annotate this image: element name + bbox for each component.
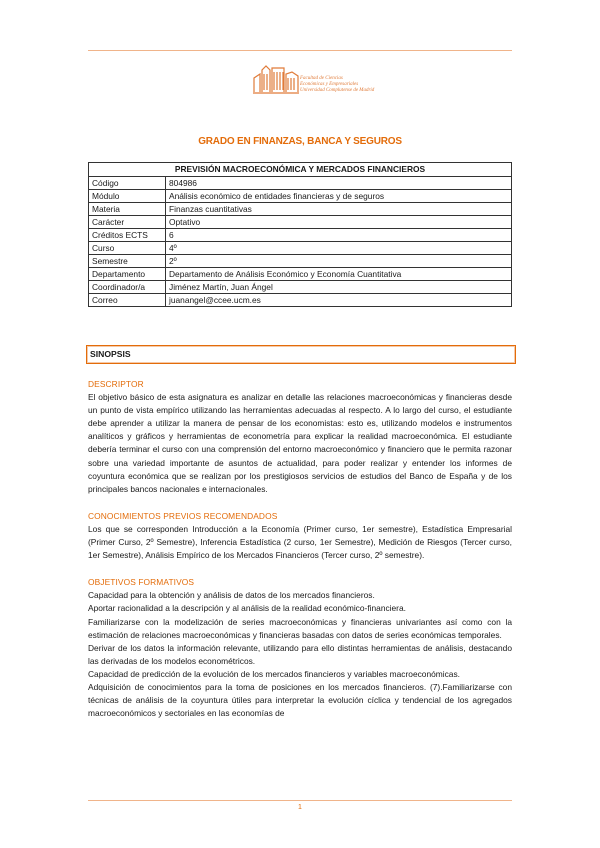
prerequisites-text: Los que se corresponden Introducción a la Economía (Primer curso, 1er semestre), Estadística Empresarial (Primer Curso, 2º Semestre), Inferencia Estadística (2 curso, 1er Semestre), Medición de Riesgos (Tercer curso, 1er Semestre), Análisis Empírico de los Mercados Financieros (Tercer curso, 2º semestre).: [88, 523, 512, 561]
row-label: Módulo: [89, 190, 166, 203]
row-label: Código: [89, 177, 166, 190]
degree-title: GRADO EN FINANZAS, BANCA Y SEGUROS: [198, 136, 402, 147]
table-row: [89, 242, 512, 255]
objective-item: Capacidad para la obtención y análisis de datos de los mercados financieros.: [88, 590, 375, 601]
building-icon: [252, 62, 300, 96]
logo-line-2: Económicas y Empresariales: [300, 82, 359, 87]
row-label: Materia: [89, 203, 166, 216]
row-value: 4º: [166, 242, 512, 255]
row-label: Correo: [89, 294, 166, 307]
table-row: [89, 203, 512, 216]
objective-item: Familiarizarse con la modelización de series macroeconómicas y financieras univariantes así como con la estimación de relaciones macroeconómicas y financieras basadas con datos de series económicas temporales.: [88, 616, 512, 640]
table-row: [89, 294, 512, 307]
row-value: 2º: [166, 255, 512, 268]
table-row: [89, 177, 512, 190]
objective-item: Capacidad de predicción de la evolución de los mercados financieros y variables macroeconómicas.: [88, 668, 460, 679]
row-value: 6: [166, 229, 512, 242]
row-value: Finanzas cuantitativas: [166, 203, 512, 216]
objective-item: Aportar racionalidad a la descripción y al análisis de la realidad económico-financiera.: [88, 603, 406, 614]
objectives-heading: OBJETIVOS FORMATIVOS: [88, 577, 195, 588]
course-info-table: [88, 162, 512, 307]
logo-caption: [300, 76, 375, 94]
row-label: Créditos ECTS: [89, 229, 166, 242]
row-label: Departamento: [89, 268, 166, 281]
row-value: Análisis económico de entidades financieras y de seguros: [166, 190, 512, 203]
table-row: [89, 255, 512, 268]
logo-line-3: Universidad Complutense de Madrid: [300, 88, 375, 93]
section-title: SINOPSIS: [90, 349, 131, 359]
row-value: 804986: [166, 177, 512, 190]
table-row: [89, 216, 512, 229]
descriptor-text: El objetivo básico de esta asignatura es analizar en detalle las relaciones macroeconómicas y financieras desde un punto de vista empírico utilizando las herramientas adecuadas al respecto. A lo largo del curso, el estudiante debe aprender a utilizar la manera de pensar de los economistas: esto es, utilizando modelos e instrumentos analíticos y gráficos y herramientas de econometría para explicar la realidad macroeconómica. El estudiante debería terminar el curso con una comprensión del entorno macroeconómico y financiero que le permita razonar sobre una variedad importante de asuntos de actualidad, para poder realizar y entender los informes de coyuntura económica que se realizan por los prestigiosos servicios de estudios del Banco de España y de los principales bancos nacionales e internacionales.: [88, 392, 512, 494]
faculty-logo: [252, 62, 375, 110]
table-row: [89, 229, 512, 242]
footer-rule: [88, 800, 512, 801]
sinopsis-content: [88, 378, 512, 720]
row-label: Semestre: [89, 255, 166, 268]
prerequisites-heading: CONOCIMIENTOS PREVIOS RECOMENDADOS: [88, 510, 278, 521]
course-title: PREVISIÓN MACROECONÓMICA Y MERCADOS FINANCIEROS: [89, 163, 512, 177]
sinopsis-section-header: [86, 345, 516, 364]
table-row: [89, 281, 512, 294]
row-value: Jiménez Martín, Juan Ángel: [166, 281, 512, 294]
descriptor-heading: DESCRIPTOR: [88, 379, 144, 389]
row-value: Departamento de Análisis Económico y Economía Cuantitativa: [166, 268, 512, 281]
logo-line-1: Facultad de Ciencias: [300, 76, 343, 81]
row-label: Coordinador/a: [89, 281, 166, 294]
row-value: Optativo: [166, 216, 512, 229]
table-row: [89, 190, 512, 203]
header-rule: [88, 50, 512, 51]
row-value[interactable]: juanangel@ccee.ucm.es: [166, 294, 512, 307]
objective-item: Adquisición de conocimientos para la toma de posiciones en los mercados financieros. (7).Familiarizarse con técnicas de análisis de la coyuntura útiles para interpretar la evolución cíclica y tendencial de los agregados macroeconómicos y sectoriales en las economías de: [88, 681, 512, 719]
table-title-row: [89, 163, 512, 177]
row-label: Curso: [89, 242, 166, 255]
page-number: 1: [298, 804, 302, 811]
objective-item: Derivar de los datos la información relevante, utilizando para ello distintas herramientas de análisis, destacando las derivadas de los modelos econométricos.: [88, 642, 512, 666]
table-row: [89, 268, 512, 281]
row-label: Carácter: [89, 216, 166, 229]
